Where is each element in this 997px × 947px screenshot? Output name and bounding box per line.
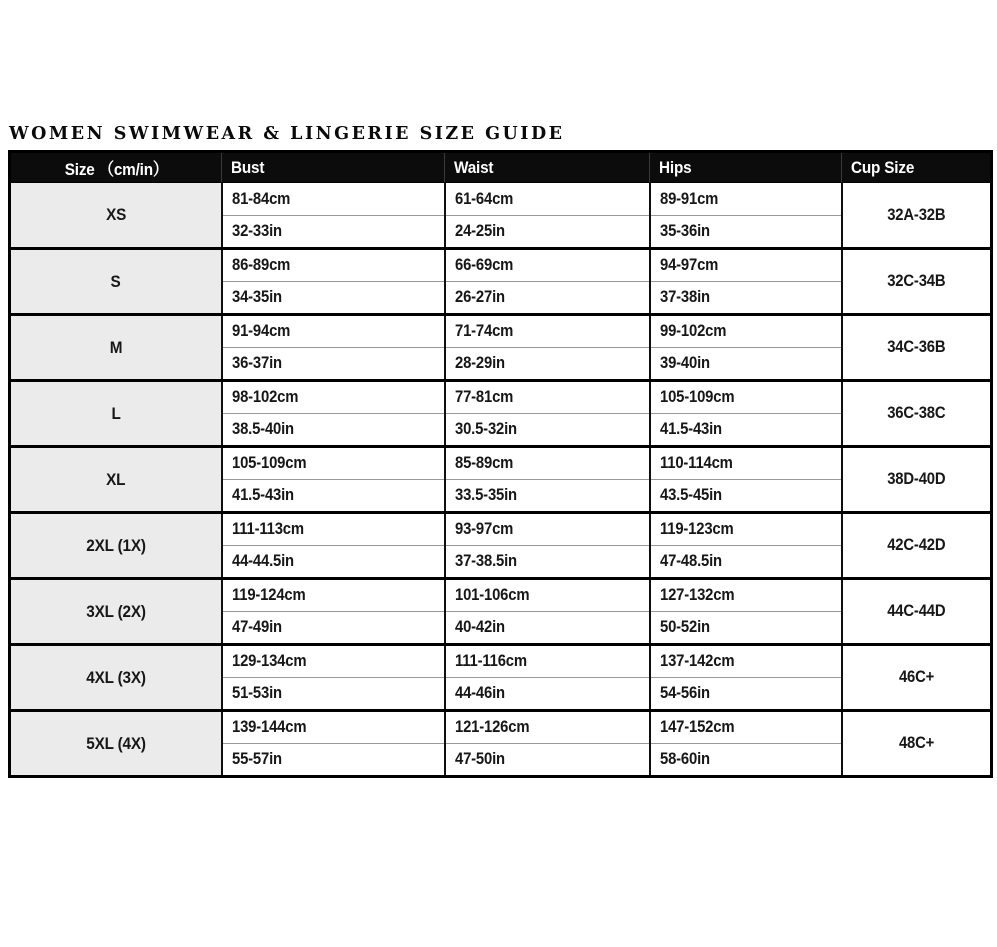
size-label: 4XL (3X) xyxy=(85,667,146,687)
waist-cm-cell xyxy=(445,315,650,348)
table-row-cm xyxy=(10,447,992,480)
bust-cm-value: 91-94cm xyxy=(231,322,290,340)
hips-cm-value: 119-123cm xyxy=(659,520,734,538)
size-cell xyxy=(10,447,222,513)
bust-in-cell xyxy=(222,282,445,315)
hips-in-value: 50-52in xyxy=(659,618,710,636)
waist-cm-cell xyxy=(445,645,650,678)
hips-in-cell xyxy=(650,348,842,381)
header-hips xyxy=(650,152,842,183)
waist-cm-cell xyxy=(445,249,650,282)
cup-size-cell xyxy=(842,183,992,249)
waist-in-cell xyxy=(445,480,650,513)
hips-cm-cell xyxy=(650,381,842,414)
hips-cm-cell xyxy=(650,249,842,282)
waist-cm-value: 85-89cm xyxy=(454,454,513,472)
hips-in-value: 37-38in xyxy=(659,288,710,306)
cup-size-value: 38D-40D xyxy=(887,470,946,488)
cup-size-cell xyxy=(842,447,992,513)
bust-cm-value: 105-109cm xyxy=(231,454,306,472)
table-row-cm xyxy=(10,249,992,282)
bust-in-cell xyxy=(222,348,445,381)
table-row-cm xyxy=(10,711,992,744)
hips-in-value: 47-48.5in xyxy=(659,552,722,570)
hips-in-value: 58-60in xyxy=(659,750,710,768)
hips-in-value: 41.5-43in xyxy=(659,420,722,438)
bust-cm-value: 86-89cm xyxy=(231,256,290,274)
cup-size-cell xyxy=(842,381,992,447)
waist-cm-cell xyxy=(445,579,650,612)
cup-size-value: 32C-34B xyxy=(887,272,946,290)
waist-cm-value: 101-106cm xyxy=(454,586,529,604)
bust-in-value: 34-35in xyxy=(231,288,282,306)
cup-size-value: 36C-38C xyxy=(887,404,946,422)
size-cell xyxy=(10,249,222,315)
waist-cm-cell xyxy=(445,447,650,480)
size-label: XS xyxy=(105,205,126,224)
header-bust xyxy=(222,152,445,183)
waist-in-cell xyxy=(445,282,650,315)
bust-cm-value: 98-102cm xyxy=(231,388,298,406)
hips-cm-value: 110-114cm xyxy=(659,454,733,472)
size-label: 3XL (2X) xyxy=(85,601,146,621)
bust-in-value: 55-57in xyxy=(231,750,282,768)
size-cell xyxy=(10,381,222,447)
waist-in-value: 33.5-35in xyxy=(454,486,517,504)
bust-in-cell xyxy=(222,216,445,249)
table-body xyxy=(10,183,992,777)
cup-size-value: 42C-42D xyxy=(887,536,946,554)
bust-in-cell xyxy=(222,414,445,447)
header-size xyxy=(10,152,222,183)
cup-size-value: 32A-32B xyxy=(887,205,946,224)
hips-in-value: 35-36in xyxy=(659,222,710,240)
waist-cm-value: 71-74cm xyxy=(454,322,513,340)
waist-in-cell xyxy=(445,414,650,447)
cup-size-cell xyxy=(842,513,992,579)
size-label: XL xyxy=(106,469,126,489)
waist-cm-value: 111-116cm xyxy=(454,652,527,670)
waist-in-cell xyxy=(445,216,650,249)
size-cell xyxy=(10,315,222,381)
header-cup xyxy=(842,152,992,183)
hips-in-cell xyxy=(650,282,842,315)
size-cell xyxy=(10,579,222,645)
waist-in-value: 40-42in xyxy=(454,618,505,636)
size-label: 5XL (4X) xyxy=(85,733,146,753)
header-size-label: Size （cm/in） xyxy=(64,160,168,179)
hips-cm-value: 147-152cm xyxy=(659,718,734,736)
hips-in-cell xyxy=(650,744,842,777)
waist-in-value: 30.5-32in xyxy=(454,420,517,438)
bust-cm-cell xyxy=(222,513,445,546)
waist-in-cell xyxy=(445,348,650,381)
hips-in-cell xyxy=(650,678,842,711)
table-header xyxy=(10,152,992,183)
cup-size-cell xyxy=(842,711,992,777)
hips-cm-value: 99-102cm xyxy=(659,322,726,340)
header-row xyxy=(10,152,992,183)
hips-cm-value: 105-109cm xyxy=(659,388,734,406)
size-cell xyxy=(10,711,222,777)
bust-cm-value: 129-134cm xyxy=(231,652,306,670)
waist-cm-cell xyxy=(445,183,650,216)
header-waist xyxy=(445,152,650,183)
bust-in-cell xyxy=(222,612,445,645)
bust-in-value: 44-44.5in xyxy=(231,552,294,570)
page-title: WOMEN SWIMWEAR & LINGERIE SIZE GUIDE xyxy=(9,124,565,144)
table-row-cm xyxy=(10,513,992,546)
hips-in-cell xyxy=(650,546,842,579)
waist-in-value: 47-50in xyxy=(454,750,505,768)
bust-cm-cell xyxy=(222,711,445,744)
waist-in-value: 37-38.5in xyxy=(454,552,517,570)
cup-size-cell xyxy=(842,645,992,711)
cup-size-value: 48C+ xyxy=(898,734,934,752)
waist-cm-cell xyxy=(445,711,650,744)
table-row-cm xyxy=(10,183,992,216)
waist-cm-cell xyxy=(445,381,650,414)
cup-size-cell xyxy=(842,579,992,645)
waist-in-cell xyxy=(445,546,650,579)
waist-in-cell xyxy=(445,678,650,711)
header-waist-label: Waist xyxy=(454,157,494,177)
waist-in-cell xyxy=(445,612,650,645)
bust-cm-cell xyxy=(222,579,445,612)
hips-in-value: 54-56in xyxy=(659,684,710,702)
waist-in-value: 44-46in xyxy=(454,684,505,702)
hips-in-value: 43.5-45in xyxy=(659,486,722,504)
waist-cm-value: 93-97cm xyxy=(454,520,513,538)
hips-cm-cell xyxy=(650,315,842,348)
bust-in-value: 38.5-40in xyxy=(231,420,294,438)
cup-size-value: 46C+ xyxy=(898,668,934,686)
waist-cm-value: 66-69cm xyxy=(454,256,513,274)
waist-cm-cell xyxy=(445,513,650,546)
bust-cm-cell xyxy=(222,249,445,282)
bust-cm-cell xyxy=(222,183,445,216)
bust-cm-value: 81-84cm xyxy=(231,189,290,208)
size-label: 2XL (1X) xyxy=(85,535,146,555)
bust-cm-value: 139-144cm xyxy=(231,718,306,736)
cup-size-cell xyxy=(842,315,992,381)
hips-cm-value: 89-91cm xyxy=(659,189,718,208)
bust-in-cell xyxy=(222,678,445,711)
bust-in-cell xyxy=(222,744,445,777)
table-row-cm xyxy=(10,579,992,612)
hips-cm-value: 94-97cm xyxy=(659,256,718,274)
size-label: M xyxy=(109,337,123,357)
table-row-cm xyxy=(10,381,992,414)
waist-in-value: 26-27in xyxy=(454,288,505,306)
size-cell xyxy=(10,645,222,711)
bust-cm-value: 119-124cm xyxy=(231,586,306,604)
bust-cm-cell xyxy=(222,315,445,348)
hips-cm-value: 137-142cm xyxy=(659,652,734,670)
hips-in-cell xyxy=(650,216,842,249)
bust-cm-value: 111-113cm xyxy=(231,520,304,538)
hips-cm-cell xyxy=(650,645,842,678)
waist-in-value: 28-29in xyxy=(454,354,505,372)
size-label: L xyxy=(111,403,121,423)
table-row-cm xyxy=(10,645,992,678)
hips-cm-cell xyxy=(650,513,842,546)
bust-in-value: 51-53in xyxy=(231,684,282,702)
waist-cm-value: 61-64cm xyxy=(454,189,513,208)
bust-in-value: 32-33in xyxy=(231,222,282,240)
cup-size-value: 44C-44D xyxy=(887,602,946,620)
hips-in-value: 39-40in xyxy=(659,354,710,372)
size-cell xyxy=(10,513,222,579)
waist-cm-value: 121-126cm xyxy=(454,718,529,736)
bust-in-value: 41.5-43in xyxy=(231,486,294,504)
bust-cm-cell xyxy=(222,447,445,480)
bust-in-value: 47-49in xyxy=(231,618,282,636)
hips-in-cell xyxy=(650,414,842,447)
size-guide-table xyxy=(8,150,993,778)
hips-cm-value: 127-132cm xyxy=(659,586,734,604)
waist-in-cell xyxy=(445,744,650,777)
hips-cm-cell xyxy=(650,579,842,612)
hips-cm-cell xyxy=(650,447,842,480)
hips-in-cell xyxy=(650,480,842,513)
header-hips-label: Hips xyxy=(659,157,692,177)
bust-in-cell xyxy=(222,546,445,579)
bust-in-value: 36-37in xyxy=(231,354,282,372)
hips-in-cell xyxy=(650,612,842,645)
waist-in-value: 24-25in xyxy=(454,222,505,240)
bust-in-cell xyxy=(222,480,445,513)
header-cup-label: Cup Size xyxy=(851,157,915,177)
bust-cm-cell xyxy=(222,645,445,678)
size-label: S xyxy=(110,271,121,291)
table-row-cm xyxy=(10,315,992,348)
hips-cm-cell xyxy=(650,711,842,744)
size-cell xyxy=(10,183,222,249)
hips-cm-cell xyxy=(650,183,842,216)
cup-size-cell xyxy=(842,249,992,315)
bust-cm-cell xyxy=(222,381,445,414)
cup-size-value: 34C-36B xyxy=(887,338,946,356)
header-bust-label: Bust xyxy=(231,157,265,177)
waist-cm-value: 77-81cm xyxy=(454,388,513,406)
